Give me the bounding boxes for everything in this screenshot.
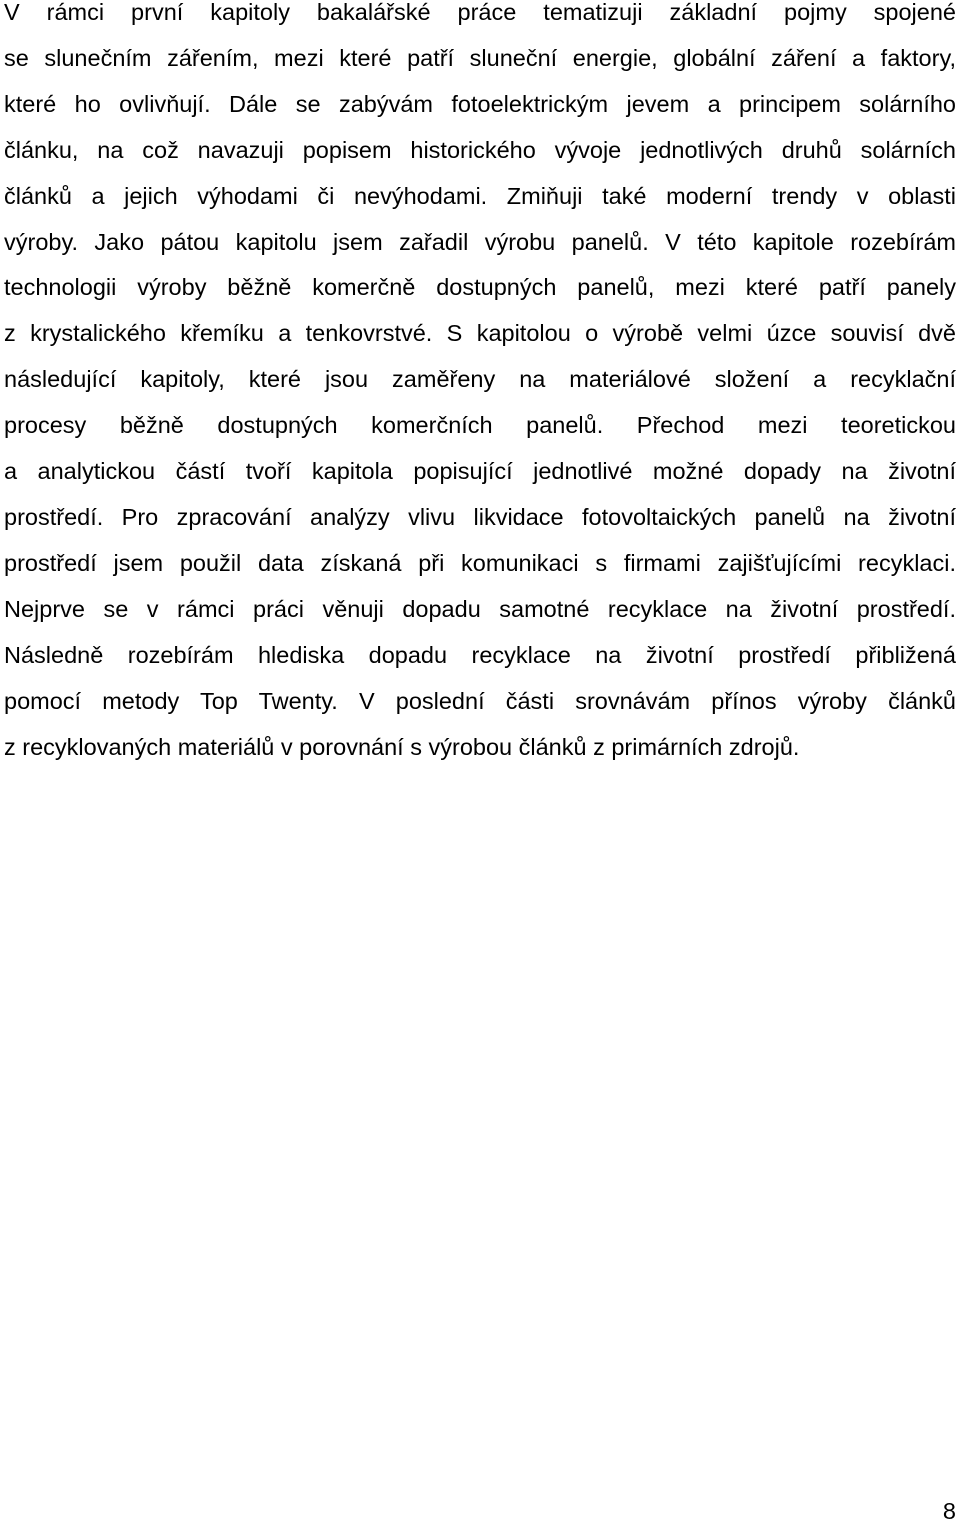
- body-paragraph: [4, 0, 956, 770]
- paragraph-line: Následně rozebírám hlediska dopadu recyklace na životní prostředí přibližená: [4, 641, 956, 668]
- paragraph-line: procesy běžně dostupných komerčních panelů. Přechod mezi teoretickou: [4, 412, 956, 439]
- paragraph-line: se slunečním zářením, mezi které patří sluneční energie, globální záření a faktory,: [4, 44, 956, 71]
- paragraph-line: prostředí. Pro zpracování analýzy vlivu likvidace fotovoltaických panelů na životní: [4, 503, 956, 530]
- paragraph-line: prostředí jsem použil data získaná při komunikaci s firmami zajišťujícími recyklaci.: [4, 549, 956, 576]
- paragraph-line: z krystalického křemíku a tenkovrstvé. S kapitolou o výrobě velmi úzce souvisí dvě: [4, 320, 956, 347]
- paragraph-line: pomocí metody Top Twenty. V poslední části srovnávám přínos výroby článků: [4, 687, 956, 714]
- paragraph-line: Nejprve se v rámci práci věnuji dopadu samotné recyklace na životní prostředí.: [4, 595, 956, 622]
- page-number: 8: [942, 1498, 956, 1524]
- paragraph-line: z recyklovaných materiálů v porovnání s výrobou článků z primárních zdrojů.: [4, 733, 800, 760]
- paragraph-line: následující kapitoly, které jsou zaměřeny na materiálové složení a recyklační: [4, 366, 956, 393]
- paragraph-line: V rámci první kapitoly bakalářské práce tematizuji základní pojmy spojené: [4, 0, 956, 25]
- paragraph-line: které ho ovlivňují. Dále se zabývám fotoelektrickým jevem a principem solárního: [4, 90, 956, 117]
- paragraph-line: článku, na což navazuji popisem historického vývoje jednotlivých druhů solárních: [4, 136, 956, 163]
- paragraph-line: a analytickou částí tvoří kapitola popisující jednotlivé možné dopady na životní: [4, 458, 956, 485]
- paragraph-line: článků a jejich výhodami či nevýhodami. Zmiňuji také moderní trendy v oblasti: [4, 182, 956, 209]
- paragraph-line: technologii výroby běžně komerčně dostupných panelů, mezi které patří panely: [4, 274, 956, 301]
- paragraph-line: výroby. Jako pátou kapitolu jsem zařadil výrobu panelů. V této kapitole rozebírám: [4, 228, 956, 255]
